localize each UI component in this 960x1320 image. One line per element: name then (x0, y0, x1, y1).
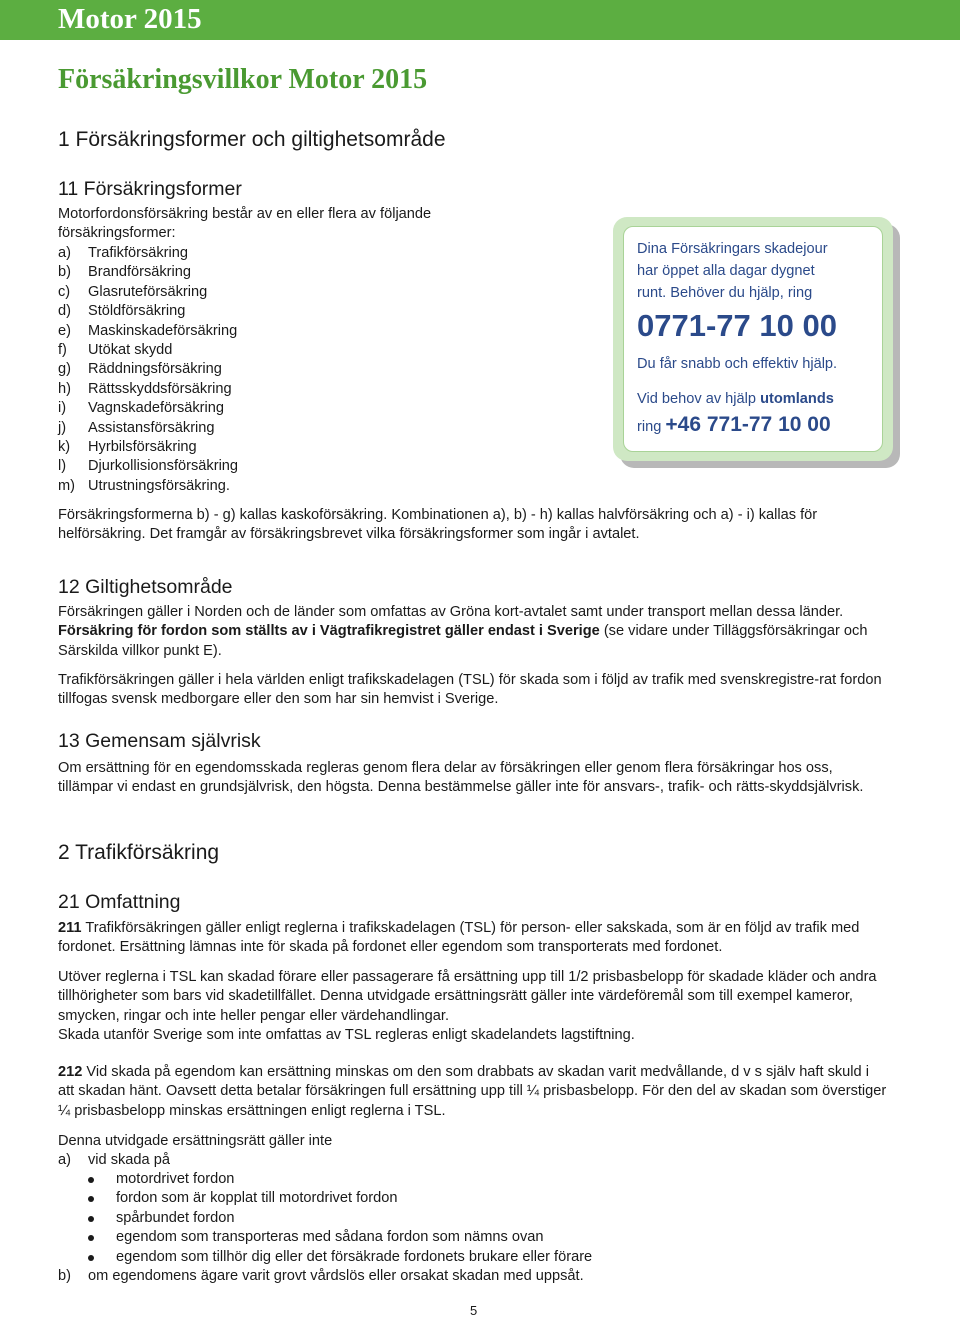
bullet-dot (88, 1177, 94, 1183)
callout-abroad: Vid behov av hjälp utomlands (637, 391, 834, 407)
exclusion-b (58, 1267, 584, 1286)
list-item: a) vid skada på (58, 1152, 170, 1168)
paragraph-abroad: Skada utanför Sverige som inte omfattas av TSL regleras enligt skadelandets lagstiftning. (58, 1027, 635, 1043)
section-13-heading: 13 Gemensam självrisk (58, 730, 261, 752)
list-item: k) Hyrbilsförsäkring (58, 439, 197, 456)
list-item: a) Trafikförsäkring (58, 245, 189, 261)
list-item: i) Vagnskadeförsäkring (58, 400, 225, 417)
section-2-heading: 2 Trafikförsäkring (58, 841, 220, 864)
bullet-dot (88, 1196, 94, 1202)
section-11-summary: Försäkringsformerna b) - g) kallas kaskoförsäkring. Kombinationen a), b) - h) kallas halvförsäkring och a) - i) kallas för helförsäkring. Det framgår av försäkringsbrevet vilka försäkringsformer som ingår i avtalet. (58, 507, 818, 543)
section-12-paragraph-1: Försäkringen gäller i Norden och de länder som omfattas av Gröna kort-avtalet samt under transport mellan dessa länder. Försäkring för fordon som ställts av i Vägtrafikregistret gäller endast i Sverige (se vidare under Tilläggsförsäkringar och Särskilda villkor punkt E). (58, 604, 868, 659)
list-item: f) Utökat skydd (58, 342, 173, 359)
exclusion-a (58, 1151, 170, 1170)
section-12-heading: 12 Giltighetsområde (58, 576, 233, 598)
page-number: 5 (470, 1303, 478, 1318)
insurance-forms-list (58, 244, 238, 496)
paragraph-212: 212 Vid skada på egendom kan ersättning minskas om den som drabbats av skadan varit medvållande, d v s själv haft skuld i att skadan hänt. Oavsett detta betalar försäkringen full ersättning upp till ¼ prisbasbelopp. För den del av skadan som överstiger ¼ prisbasbelopp minskas ersättningen enligt reglerna i TSL. (58, 1064, 887, 1119)
list-item: l) Djurkollisionsförsäkring (58, 458, 239, 475)
section-13-paragraph: Om ersättning för en egendomsskada regleras genom flera delar av försäkringen eller genom flera försäkringar hos oss, tillämpar vi endast en grundsjälvrisk, den högsta. Denna bestämmelse gäller inte för ansvars-, trafik- och rätts-skyddsjälvrisk. (58, 760, 864, 796)
list-item: d) Stöldförsäkring (58, 303, 186, 320)
list-item: fordon som är kopplat till motordrivet fordon (86, 1189, 592, 1208)
intro-line-1: Motorfordonsförsäkring består av en eller flera av följande (58, 206, 432, 222)
bullet-dot (88, 1255, 94, 1261)
paragraph-extra-compensation: Utöver reglerna i TSL kan skadad förare eller passagerare få ersättning upp till 1/2 prisbasbelopp för skadade kläder och andra tillhörigheter som bars vid skadetillfället. Denna utvidgade ersättningsrätt gäller inte värdeföremål som till exempel kameror, smycken, ringar och inte heller pengar eller värdehandlingar. (58, 969, 877, 1024)
section-12-paragraph-2: Trafikförsäkringen gäller i hela världen enligt trafikskadelagen (TSL) för skada som i följd av trafik med svenskregistre-rat fordon tillfogas svensk medborgare eller den som har sin hemvist i Sverige. (58, 672, 882, 708)
callout-intro: Dina Försäkringars skadejour har öppet alla dagar dygnet runt. Behöver du hjälp, ring (637, 241, 828, 301)
list-item: motordrivet fordon (86, 1170, 592, 1189)
list-item: m) Utrustningsförsäkring. (58, 477, 230, 494)
exclusion-bullets (86, 1170, 592, 1267)
callout-phone-number: 0771-77 10 00 (637, 308, 837, 343)
list-item: egendom som tillhör dig eller det försäkrade fordonets brukare eller förare (86, 1248, 592, 1267)
bullet-dot (88, 1235, 94, 1241)
list-item: g) Räddningsförsäkring (58, 361, 222, 378)
callout-intl-phone: ring +46 771-77 10 00 (637, 413, 831, 436)
list-item: b) Brandförsäkring (58, 264, 192, 281)
section-11-heading: 11 Försäkringsformer (58, 178, 242, 200)
intro-line-2: försäkringsformer: (58, 225, 176, 242)
header-title: Motor 2015 (58, 3, 202, 35)
section-21-heading: 21 Omfattning (58, 891, 181, 913)
callout-fast-help: Du får snabb och effektiv hjälp. (637, 356, 838, 372)
section-1-heading: 1 Försäkringsformer och giltighetsområde (58, 128, 446, 151)
list-item: h) Rättsskyddsförsäkring (58, 380, 232, 397)
list-item: e) Maskinskadeförsäkring (58, 322, 238, 339)
list-item: j) Assistansförsäkring (58, 419, 215, 436)
list-item: egendom som transporteras med sådana fordon som nämns ovan (86, 1228, 592, 1247)
bullet-dot (88, 1216, 94, 1222)
list-item: spårbundet fordon (86, 1209, 592, 1228)
paragraph-211: 211 Trafikförsäkringen gäller enligt reglerna i trafikskadelagen (TSL) för person- eller sakskada, som är en följd av trafik med fordonet. Ersättning lämnas inte för skada på fordonet eller egendom som transporterats med fordonet. (58, 920, 860, 956)
list-item: c) Glasruteförsäkring (58, 283, 208, 300)
document-title: Försäkringsvillkor Motor 2015 (58, 64, 428, 95)
exclusion-intro: Denna utvidgade ersättningsrätt gäller inte (58, 1133, 333, 1149)
list-item: b) om egendomens ägare varit grovt vårdslös eller orsakat skadan med uppsåt. (58, 1268, 584, 1284)
